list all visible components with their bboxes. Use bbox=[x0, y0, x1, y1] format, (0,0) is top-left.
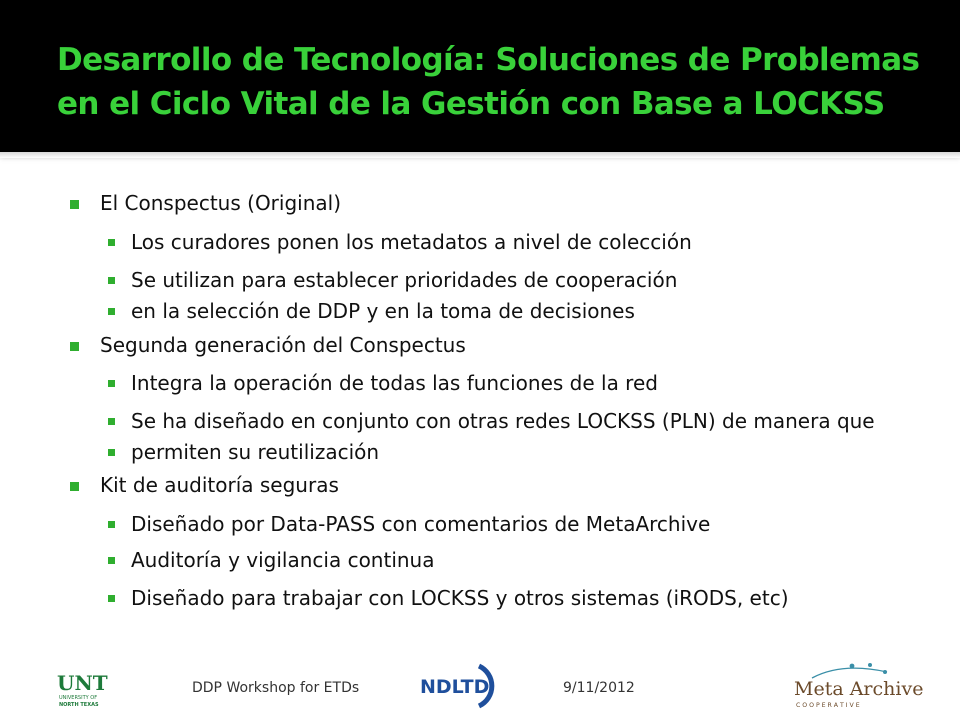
unt-logo-abbr: UNT bbox=[57, 671, 108, 695]
ndltd-logo-text: NDLTD bbox=[420, 676, 490, 698]
metaarchive-logo bbox=[792, 660, 924, 712]
ndltd-logo bbox=[417, 662, 512, 710]
bullet-level2: Se utilizan para establecer prioridades de cooperación bbox=[131, 265, 677, 295]
bullet-level2: Los curadores ponen los metadatos a nivel de colección bbox=[131, 227, 692, 257]
bullet-level1: Segunda generación del Conspectus bbox=[100, 333, 466, 357]
unt-logo-line1: UNIVERSITY OF bbox=[59, 695, 98, 701]
slide-title: Desarrollo de Tecnología: Soluciones de Problemas en el Ciclo Vital de la Gestión con Base a LOCKSS bbox=[57, 42, 920, 122]
metaarchive-name: Meta Archive bbox=[794, 678, 924, 700]
bullet-level2: Se ha diseñado en conjunto con otras redes LOCKSS (PLN) de manera que bbox=[131, 406, 875, 436]
unt-logo-line2: NORTH TEXAS bbox=[59, 702, 99, 708]
footer-workshop: DDP Workshop for ETDs bbox=[192, 680, 360, 696]
bullet-level2: Diseñado para trabajar con LOCKSS y otros sistemas (iRODS, etc) bbox=[131, 583, 789, 613]
metaarchive-node bbox=[883, 670, 887, 674]
metaarchive-arc bbox=[812, 668, 887, 678]
metaarchive-sub: C O O P E R A T I V E bbox=[796, 702, 860, 709]
metaarchive-node bbox=[868, 663, 872, 667]
bullet-level2: Integra la operación de todas las funciones de la red bbox=[131, 368, 658, 398]
title-rule bbox=[0, 152, 960, 158]
footer-date: 9/11/2012 bbox=[563, 680, 635, 696]
bullet-level1: Kit de auditoría seguras bbox=[100, 473, 339, 497]
bullet-level2: Auditoría y vigilancia continua bbox=[131, 545, 435, 575]
bullet-continuation: en la selección de DDP y en la toma de decisiones bbox=[131, 296, 635, 326]
metaarchive-node bbox=[850, 664, 855, 669]
unt-logo bbox=[57, 671, 117, 711]
title-bar bbox=[0, 0, 960, 152]
bullet-level1: El Conspectus (Original) bbox=[100, 191, 342, 215]
bullet-continuation: permiten su reutilización bbox=[131, 437, 379, 467]
bullet-level2: Diseñado por Data-PASS con comentarios de MetaArchive bbox=[131, 509, 710, 539]
